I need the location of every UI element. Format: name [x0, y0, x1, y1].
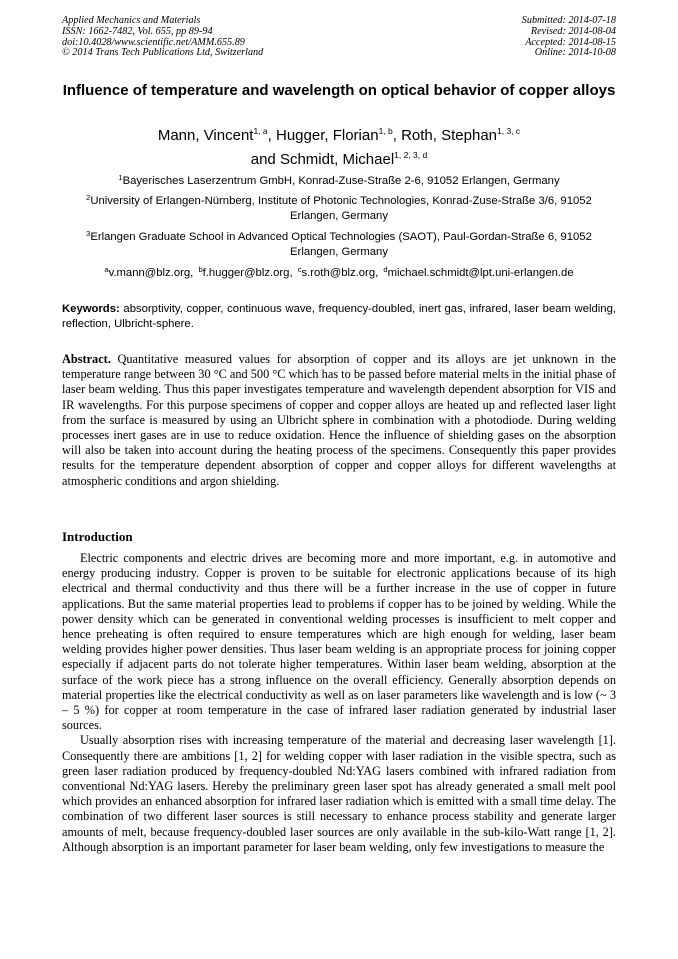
author-affil-sup: 1, 2, 3, d — [394, 150, 428, 160]
email-entry[interactable] — [383, 267, 573, 279]
email-link[interactable]: michael.schmidt@lpt.uni-erlangen.de — [387, 267, 574, 279]
author-line-2 — [62, 148, 616, 172]
section-heading-introduction: Introduction — [62, 529, 133, 544]
email-sup: a — [104, 265, 109, 274]
author-affil-sup: 1, 3, c — [497, 126, 521, 136]
author-list — [62, 124, 616, 172]
affiliation-3 — [62, 230, 616, 260]
date-online: Online: 2014-10-08 — [534, 47, 616, 59]
email-sup: d — [383, 265, 388, 274]
email-sup: c — [297, 265, 302, 274]
date-submitted: Submitted: 2014-07-18 — [521, 15, 616, 26]
journal-copyright: © 2014 Trans Tech Publications Ltd, Switzerland — [62, 47, 264, 59]
affiliation-sup: 1 — [118, 173, 123, 182]
email-link[interactable]: f.hugger@blz.org, — [202, 267, 293, 279]
paper-title: Influence of temperature and wavelength on optical behavior of copper alloys — [62, 82, 616, 99]
author-name: Mann, Vincent — [157, 127, 254, 144]
email-link[interactable]: s.roth@blz.org, — [301, 267, 379, 279]
journal-doi: doi:10.4028/www.scientific.net/AMM.655.89 — [62, 36, 245, 48]
abstract-label: Abstract. — [62, 352, 111, 366]
introduction-body — [62, 551, 616, 855]
author-separator: , — [392, 127, 402, 144]
abstract-section — [62, 352, 616, 489]
author-affil-sup: 1, a — [253, 126, 268, 136]
author-name: and Schmidt, Michael — [250, 151, 395, 168]
affiliation-sup: 2 — [86, 193, 91, 202]
author-line-1 — [62, 124, 616, 148]
author-name: Roth, Stephan — [401, 127, 497, 144]
affiliation-sup: 3 — [86, 229, 91, 238]
paragraph: Usually absorption rises with increasing temperature of the material and decreasing laser wavelength [1]. Consequently there are ambitions [1, 2] for welding copper with laser radiation in the visible spectra, such as green laser radiation produced by frequency-doubled Nd:YAG lasers combined with infrared radiation from conventional Nd:YAG lasers. Hereby the preliminary green laser spot has already generated a small melt pool which provides an enhanced absorption for infrared laser radiation which is emitted with a small time delay. The combination of two different laser sources is still necessary to enhance process stability and generate larger amounts of melt, because frequency-doubled laser sources are only available in the sub-kilo-Watt range [1, 2]. Although absorption is an important parameter for laser beam welding, only few investigations to measure the — [62, 733, 616, 854]
journal-name: Applied Mechanics and Materials — [62, 15, 201, 26]
keywords-label: Keywords: — [62, 303, 120, 315]
date-accepted: Accepted: 2014-08-15 — [525, 36, 616, 48]
journal-info — [62, 16, 263, 59]
affiliation-text: Bayerisches Laserzentrum GmbH, Konrad-Zuse-Straße 2-6, 91052 Erlangen, Germany — [122, 175, 560, 187]
email-entry[interactable] — [104, 267, 193, 279]
author-emails — [62, 266, 616, 281]
abstract-text: Quantitative measured values for absorption of copper and its alloys are jet unknown in the temperature range between 30 °C and 500 °C which has to be passed before material melts in the initial phase of laser beam welding. Thus this paper investigates temperature and wavelength dependent absorption for VIS and IR wavelengths. For this purpose specimens of copper and copper alloys are heated up and reflected laser light from the surface is measured by using an Ulbricht sphere in combination with a photodiode. During welding processes inert gases are in use to reduce oxidation. Hence the influence of shielding gases on the absorption will also be taken into account during the heating process of the specimens. Consequently this paper provides results for the temperature dependent absorption of copper and copper alloys for different wavelengths at atmospheric conditions and argon shielding. — [62, 352, 616, 488]
affiliation-1 — [62, 174, 616, 189]
email-entry[interactable] — [198, 267, 292, 279]
email-entry[interactable] — [298, 267, 379, 279]
email-sup: b — [198, 265, 203, 274]
keywords-text: absorptivity, copper, continuous wave, frequency-doubled, inert gas, infrared, laser beam welding, reflection, Ulbricht-sphere. — [62, 303, 617, 331]
submission-dates — [522, 16, 616, 59]
author-name: Hugger, Florian — [276, 127, 379, 144]
author-affil-sup: 1, b — [378, 126, 393, 136]
date-revised: Revised: 2014-08-04 — [530, 25, 616, 37]
affiliation-text: University of Erlangen-Nürnberg, Institute of Photonic Technologies, Konrad-Zuse-Straße 3/6, 91052 Erlangen, Germany — [90, 195, 592, 222]
author-separator: , — [267, 127, 276, 144]
affiliation-2 — [62, 194, 616, 224]
email-link[interactable]: v.mann@blz.org, — [108, 267, 194, 279]
journal-issn: ISSN: 1662-7482, Vol. 655, pp 89-94 — [62, 25, 213, 37]
keywords-section — [62, 302, 616, 332]
paragraph: Electric components and electric drives are becoming more and more important, e.g. in automotive and energy producing industry. Copper is proven to be suitable for electronic applications because of its high electrical and thermal conductivity and thus there will be a further increase in the use of copper in future applications. But the same material properties lead to problems if copper has to be joined by welding. While the power density which can be generated in conventional welding processes is insufficient to melt copper and hence preheating is often required to ensure temperatures which are high enough for welding, laser beam welding provides higher power densities. Thus laser beam welding is an appropriate process for joining copper especially if adjacent parts do not tolerate higher temperatures. Within laser beam welding, absorption at the surface of the work piece has a strong influence on the overall efficiency. Generally absorption depends on material properties like the electrical conductivity as well as on laser parameters like wavelength and is low (~ 3 – 5 %) for copper at room temperature in the case of infrared laser radiation generated by industrial laser sources. — [62, 551, 616, 733]
affiliation-text: Erlangen Graduate School in Advanced Optical Technologies (SAOT), Paul-Gordan-Straße 6, 91052 Erlangen, Germany — [90, 231, 592, 258]
